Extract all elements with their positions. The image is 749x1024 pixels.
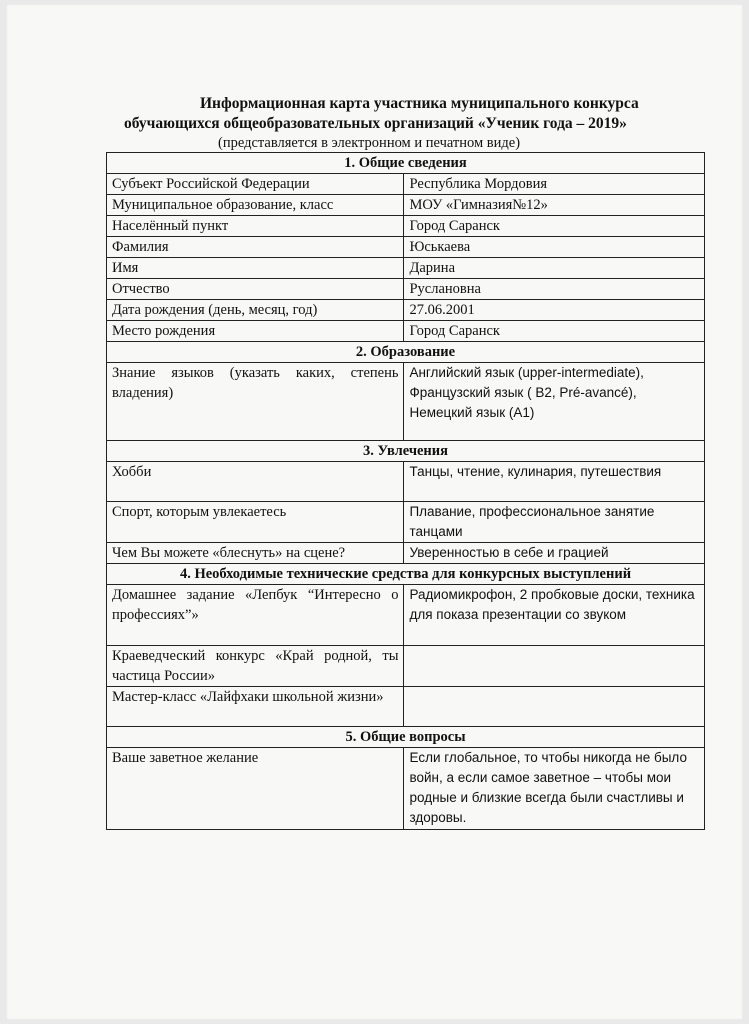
row-label: Отчество (107, 279, 404, 300)
section-header-row (107, 441, 705, 462)
row-label: Населённый пункт (107, 216, 404, 237)
row-label: Дата рождения (день, месяц, год) (107, 300, 404, 321)
row-value: Город Саранск (404, 216, 705, 237)
table-row (107, 300, 705, 321)
table-row (107, 321, 705, 342)
row-value (404, 646, 705, 687)
section-title-education: 2. Образование (107, 342, 705, 363)
section-title-general: 1. Общие сведения (107, 153, 705, 174)
row-label: Ваше заветное желание (107, 748, 404, 830)
table-row (107, 543, 705, 564)
row-label: Муниципальное образование, класс (107, 195, 404, 216)
table-row (107, 748, 705, 830)
row-value: Английский язык (upper-intermediate), Французский язык ( В2, Pré-avancé), Немецкий язык (А1) (404, 363, 705, 441)
row-value: Если глобальное, то чтобы никогда не было войн, а если самое заветное – чтобы мои родные и близкие всегда были счастливы и здоровы. (404, 748, 705, 830)
table-row (107, 363, 705, 441)
table-row (107, 502, 705, 543)
row-label: Знание языков (указать каких, степень владения) (107, 363, 404, 441)
row-label: Краеведческий конкурс «Край родной, ты частица России» (107, 646, 404, 687)
document-title-line-2: обучающихся общеобразовательных организаций «Ученик года – 2019» (124, 115, 627, 132)
table-row (107, 687, 705, 727)
table-row (107, 237, 705, 258)
section-header-row (107, 342, 705, 363)
table-row (107, 585, 705, 646)
table-row (107, 462, 705, 502)
row-value: Плавание, профессиональное занятие танцами (404, 502, 705, 543)
section-title-hobbies: 3. Увлечения (107, 441, 705, 462)
row-value: Республика Мордовия (404, 174, 705, 195)
document-title-line-1: Информационная карта участника муниципального конкурса (200, 95, 639, 112)
section-header-row (107, 153, 705, 174)
document-subtitle: (представляется в электронном и печатном виде) (218, 135, 521, 151)
row-label: Имя (107, 258, 404, 279)
row-label: Мастер-класс «Лайфхаки школьной жизни» (107, 687, 404, 727)
row-label: Домашнее задание «Лепбук “Интересно о профессиях”» (107, 585, 404, 646)
row-label: Субъект Российской Федерации (107, 174, 404, 195)
row-value: МОУ «Гимназия№12» (404, 195, 705, 216)
info-card-table (106, 152, 705, 830)
table-row (107, 258, 705, 279)
section-header-row (107, 727, 705, 748)
row-label: Чем Вы можете «блеснуть» на сцене? (107, 543, 404, 564)
section-header-row (107, 564, 705, 585)
row-value: Дарина (404, 258, 705, 279)
row-label: Фамилия (107, 237, 404, 258)
row-value: Танцы, чтение, кулинария, путешествия (404, 462, 705, 502)
section-title-technical: 4. Необходимые технические средства для конкурсных выступлений (107, 564, 705, 585)
section-title-general-questions: 5. Общие вопросы (107, 727, 705, 748)
row-value: Радиомикрофон, 2 пробковые доски, техника для показа презентации со звуком (404, 585, 705, 646)
table-row (107, 646, 705, 687)
table-row (107, 279, 705, 300)
table-row (107, 216, 705, 237)
row-value: Уверенностью в себе и грацией (404, 543, 705, 564)
row-label: Место рождения (107, 321, 404, 342)
row-value: Юськаева (404, 237, 705, 258)
table-row (107, 195, 705, 216)
row-value (404, 687, 705, 727)
row-label: Спорт, которым увлекаетесь (107, 502, 404, 543)
row-value: Город Саранск (404, 321, 705, 342)
table-row (107, 174, 705, 195)
row-value: 27.06.2001 (404, 300, 705, 321)
row-value: Руслановна (404, 279, 705, 300)
row-label: Хобби (107, 462, 404, 502)
